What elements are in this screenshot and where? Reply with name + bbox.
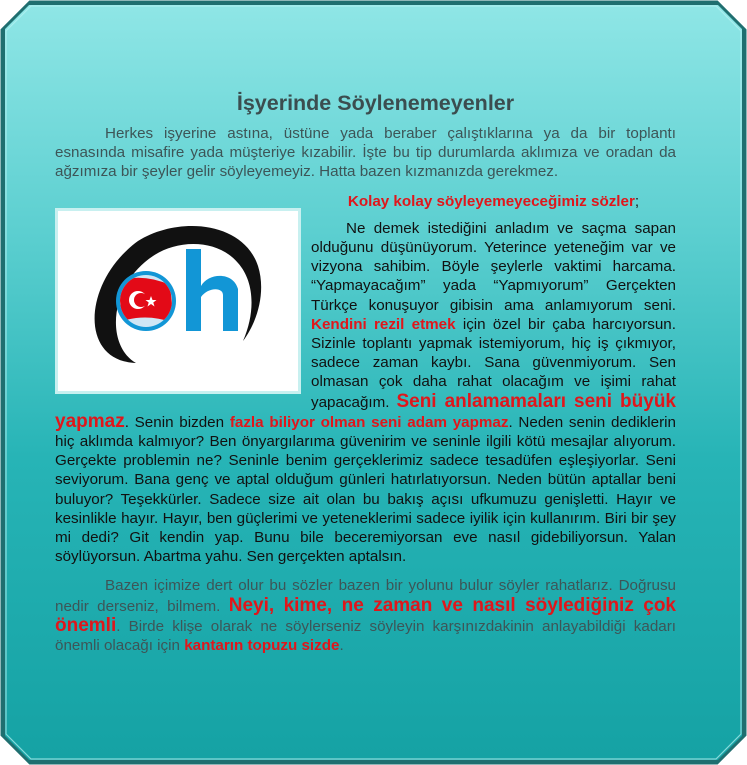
highlight-text-large: Neyi, kime, ne zaman ve nasıl söylediğiniz çok önemli bbox=[55, 594, 677, 636]
closing-paragraph bbox=[55, 576, 676, 655]
highlight-text: kantarın topuzu sizde bbox=[184, 637, 340, 655]
text-segment: . Birde klişe olarak ne söylerseniz söyleyin karşınızdakinin anlayabildiği kadarı önemli olacağı için bbox=[55, 617, 676, 655]
highlight-text-large: Seni anlamamaları seni büyük yapmaz bbox=[55, 390, 676, 432]
text-segment: . bbox=[339, 637, 344, 655]
subheading-suffix: ; bbox=[634, 192, 640, 210]
highlight-text: fazla biliyor olman seni adam yapmaz bbox=[229, 413, 509, 431]
text-segment: Bazen içimize dert olur bu sözler bazen bir yolunu bulur söyler rahatlarız. Doğrusu nedir derseniz, bilmem. bbox=[55, 577, 676, 615]
subheading-highlight: Kolay kolay söyleyemeyeceğimiz sözler bbox=[347, 192, 635, 210]
article bbox=[55, 88, 676, 655]
page-title: İşyerinde Söylenemeyenler bbox=[236, 91, 515, 115]
text-segment: Ne demek istediğini anladım ve saçma sapan olduğunu düşünüyorum. Yeterince yeteneğim var ve vizyona sahibim. Böyle şeylerle vaktimi harcama. “Yapmayacağım” yada “Yapmıyorum” Gerçekten Türkçe konuşuyor gibisin ama anlamıyorum seni. bbox=[311, 219, 676, 314]
logo-image bbox=[55, 208, 301, 394]
highlight-text: Kendini rezil etmek bbox=[311, 315, 456, 333]
text-segment: . Neden senin dediklerin hiç aklımda kalmıyor? Ben önyargılarıma güvenirim ve seninle ilgili kötü mesajlar alıyorum. Gerçekte problemin ne? Seninle benim gerçeklerimiz sadece tesadüfen eşleşiyorlar. Seni seviyorum. Bana genç ve aptal olduğum günleri hatırlatıyorsun. Neden bütün aptallar beni buluyor? Teşekkürler. Sadece size ait olan bu bakış açısı ufkumuzu genişletti. Hayır ve kesinlikle hayır. Hayır, ben güçlerimi ve yeteneklerimi sadece iyilik için kullanırım. Biri bir şey mi dedi? Git kendin yap. Bunu bile beceremiyorsan eve nasıl gidebiliyorsun. Yalan söylüyorsun. Abartma yahu. Sen gerçekten aptalsın. bbox=[55, 413, 676, 566]
intro-paragraph: Herkes işyerine astına, üstüne yada beraber çalıştıklarına ya da bir toplantı esnasında misafire yada müşteriye kızabilir. İşte bu tip durumlarda aklımıza ve oradan da ağzımıza bir şeyler gelir söyleyemeyiz. Hatta bazen kızmanızda gerekmez. bbox=[55, 125, 676, 181]
text-segment: . Senin bizden bbox=[124, 413, 225, 431]
oh-logo-icon bbox=[58, 211, 298, 391]
text-segment: için özel bir çaba harcıyorsun. Sizinle toplantı yapmak istemiyorum, hiç iş çıkmıyor, sadece zaman kaybı. Sana güvenmiyorum. Sen olmasan çok daha rahat olacağım ve işimi rahat yapacağım. bbox=[311, 315, 676, 411]
